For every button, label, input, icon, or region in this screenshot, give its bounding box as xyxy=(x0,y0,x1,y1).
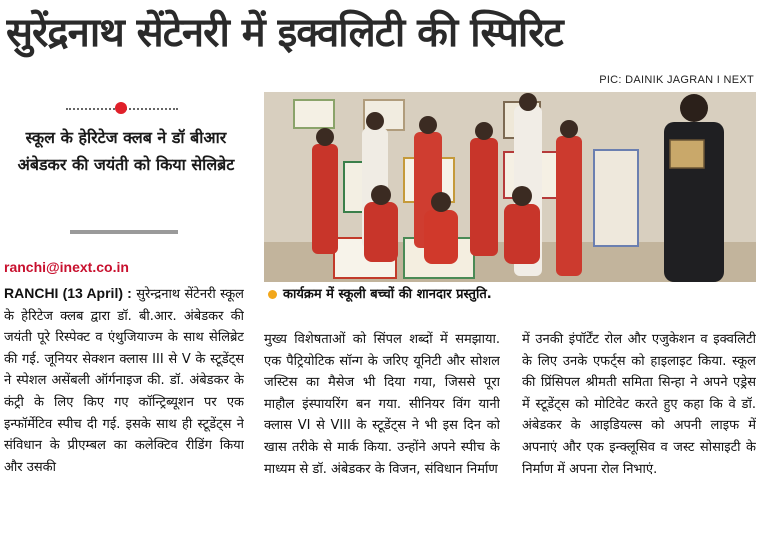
caption-text: कार्यक्रम में स्कूली बच्चों की शानदार प्रस्तुति. xyxy=(283,287,492,302)
article-column-1 xyxy=(4,283,244,551)
article-column-3 xyxy=(522,329,756,551)
body-text-col3: में उनकी इंपॉर्टेंट रोल और एजुकेशन व इक्वलिटी के लिए उनके एफर्ट्स को हाइलाइट किया. स्कूल की प्रिंसिपल श्रीमती समिता सिन्हा ने अपने एड्रेस में स्टूडेंट्स को मोटिवेट करते हुए कहा कि वे डॉ. अंबेडकर के आइडियल्स को अपनी लाइफ में अपनाएं और एक इन्क्लूसिव व जस्ट सोसाइटी के निर्माण में अपना रोल निभाएं. xyxy=(522,332,756,477)
caption-bullet-icon xyxy=(268,290,277,299)
divider-rule xyxy=(70,230,178,234)
body-text-col2: मुख्य विशेषताओं को सिंपल शब्दों में समझाया. एक पैट्रियोटिक सॉन्ग के जरिए यूनिटी और सोशल जस्टिस का मैसेज भी दिया गया, जिससे पूरा माहौल इंस्पायरिंग बन गया. सीनियर विंग यानी क्लास VI से VIII के स्टूडेंट्स ने भी इस दिन को खास तरीके से मार्क किया. उन्होंने अपने स्पीच के माध्यम से डॉ. अंबेडकर के विजन, संविधान निर्माण xyxy=(264,332,500,477)
article-photo xyxy=(264,92,756,282)
students-photo-illustration xyxy=(264,92,756,282)
body-text-col1: सुरेन्द्रनाथ सेंटेनरी स्कूल के हेरिटेज क्लब द्वारा डॉ. बी.आर. अंबेडकर की जयंती पूरे रिस्पेक्ट व एंथुजियाज्म के साथ सेलिब्रेट की गई. जूनियर सेक्शन क्लास III से V के स्टूडेंट्स ने स्पेशल असेंबली ऑर्गनाइज की. डॉ. अंबेडकर के कंट्री के लिए किए गए कॉन्ट्रिब्यूशन पर एक इन्फॉर्मेटिव स्पीच दी गई. इसके साथ ही स्टूडेंट्स ने संविधान के प्रीएम्बल का कलेक्टिव रीडिंग किया और उसकी xyxy=(4,287,244,475)
article-headline: सुरेंद्रनाथ सेंटेनरी में इक्वलिटी की स्पिरिट xyxy=(6,10,563,56)
dateline: RANCHI (13 April) : xyxy=(4,285,132,301)
decorative-red-dot xyxy=(115,102,127,114)
photo-credit: PIC: DAINIK JAGRAN I NEXT xyxy=(599,74,754,86)
contact-email[interactable]: ranchi@inext.co.in xyxy=(4,259,129,275)
photo-caption xyxy=(264,285,756,305)
article-column-2 xyxy=(264,329,500,551)
article-subheadline: स्कूल के हेरिटेज क्लब ने डॉ बीआर अंबेडकर की जयंती को किया सेलिब्रेट xyxy=(17,128,235,174)
